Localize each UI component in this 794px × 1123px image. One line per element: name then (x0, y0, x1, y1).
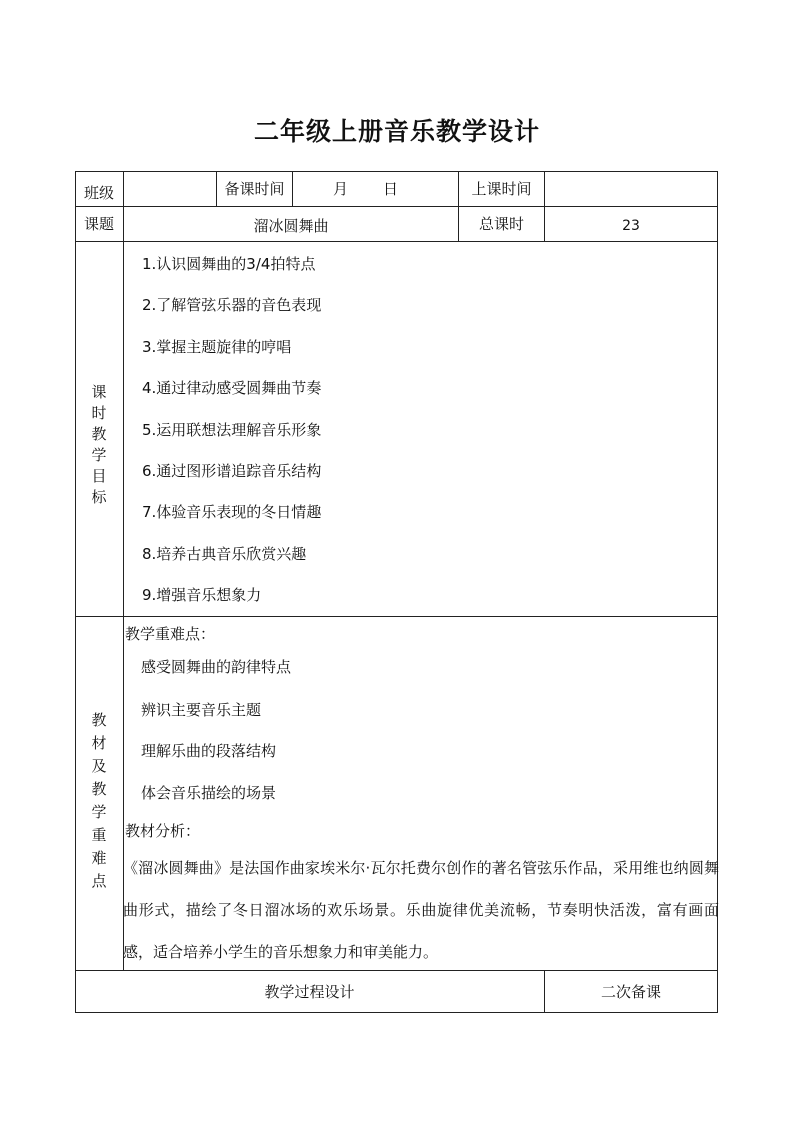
material-label-char: 点 (91, 872, 107, 890)
topic-label: 课题 (83, 215, 114, 233)
material-label-char: 材 (91, 734, 107, 752)
process-design-label: 教学过程设计 (264, 983, 355, 1001)
material-label-char: 重 (91, 826, 107, 844)
lesson-time-value (545, 171, 717, 206)
analysis-title: 教材分析： (125, 822, 201, 840)
goal-item: 5.运用联想法理解音乐形象 (142, 421, 322, 439)
goal-item: 2.了解管弦乐器的音色表现 (142, 296, 322, 314)
table-border-bottom (75, 1012, 718, 1013)
material-label (75, 709, 123, 893)
goals-label-char: 课 (91, 383, 107, 401)
total-hours-value: 23 (622, 217, 640, 234)
material-label-char: 及 (91, 757, 107, 775)
prep-time-label: 备课时间 (224, 180, 285, 198)
goal-item: 7.体验音乐表现的冬日情趣 (142, 503, 322, 521)
material-label-char: 学 (91, 803, 107, 821)
key-point-item: 理解乐曲的段落结构 (141, 742, 277, 760)
prep-month-label: 月 (333, 180, 349, 198)
material-label-char: 教 (91, 780, 107, 798)
goals-label (75, 381, 123, 507)
analysis-text: 《溜冰圆舞曲》是法国作曲家埃米尔·瓦尔托费尔创作的著名管弦乐作品，采用维也纳圆舞曲形式，描绘了冬日溜冰场的欢乐场景。乐曲旋律优美流畅，节奏明快活泼，富有画面感，适合培养小学生的音乐想象力和审美能力。 (123, 859, 719, 961)
column-divider (292, 171, 293, 206)
material-label-char: 教 (91, 711, 107, 729)
class-label: 班级 (83, 184, 114, 202)
goals-label-char: 学 (91, 446, 107, 464)
page-title: 二年级上册音乐教学设计 (253, 117, 540, 146)
goal-item: 3.掌握主题旋律的哼唱 (142, 338, 292, 356)
total-hours-label: 总课时 (478, 215, 524, 233)
class-value (124, 171, 216, 206)
goal-item: 8.培养古典音乐欣赏兴趣 (142, 545, 307, 563)
goals-label-char: 教 (91, 425, 107, 443)
key-points-title: 教学重难点： (125, 625, 216, 643)
goal-item: 9.增强音乐想象力 (142, 586, 262, 604)
row-divider (75, 616, 718, 617)
key-point-item: 辨识主要音乐主题 (141, 701, 262, 719)
goal-item: 6.通过图形谱追踪音乐结构 (142, 462, 322, 480)
lesson-plan-table (75, 171, 718, 1013)
key-point-item: 体会音乐描绘的场景 (141, 784, 277, 802)
prep-day-label: 日 (383, 180, 399, 198)
row-divider (75, 206, 718, 207)
lesson-time-label: 上课时间 (471, 180, 532, 198)
goals-label-char: 时 (91, 404, 107, 422)
second-prep-label: 二次备课 (600, 983, 661, 1001)
topic-value: 溜冰圆舞曲 (253, 217, 329, 235)
goal-item: 1.认识圆舞曲的3/4拍特点 (142, 255, 316, 273)
goals-label-char: 目 (91, 467, 107, 485)
material-label-char: 难 (91, 849, 107, 867)
goal-item: 4.通过律动感受圆舞曲节奏 (142, 379, 322, 397)
goals-label-char: 标 (91, 488, 107, 506)
key-point-item: 感受圆舞曲的韵律特点 (141, 658, 292, 676)
